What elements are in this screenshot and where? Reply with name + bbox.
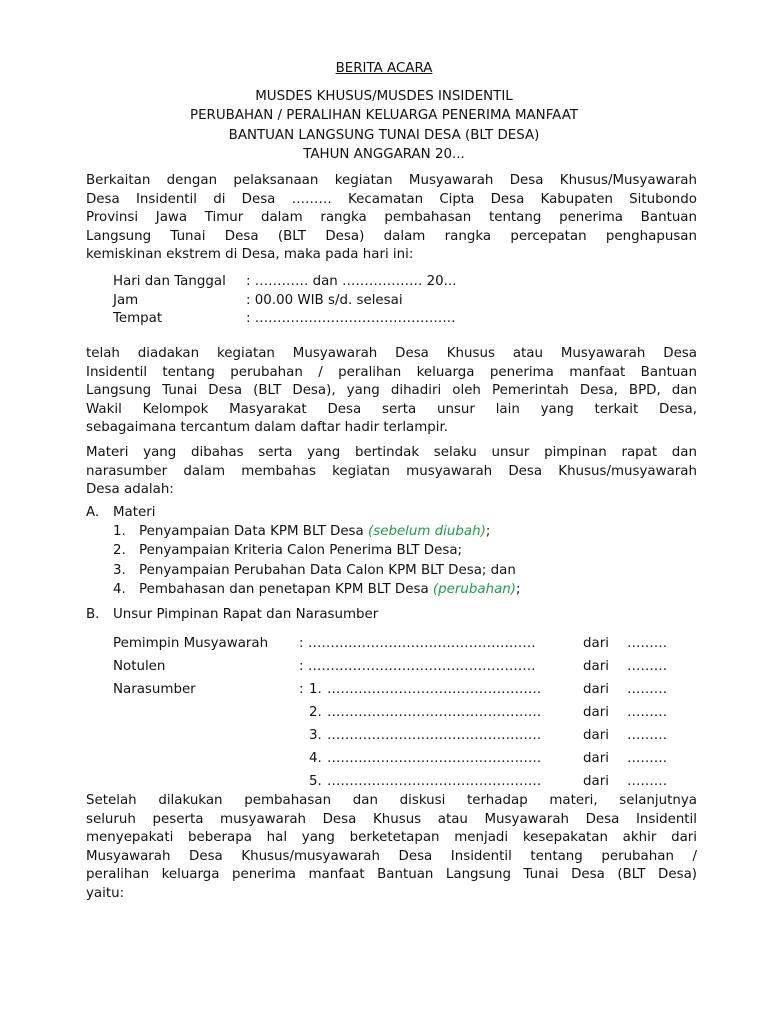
speaker-number: 1. [309,682,322,697]
materials-paragraph [86,444,697,500]
list-item-text: Penyampaian Data KPM BLT Desa [139,524,368,539]
time-label: Jam [113,292,139,308]
materials-line: Desa adalah: [86,482,174,498]
meeting-info [113,273,456,329]
place-value: : ……………………………………… [246,311,456,327]
intro-paragraph [86,172,697,265]
date-label: Hari dan Tanggal [113,274,226,289]
attendance-line: sebagaimana tercantum dalam daftar hadir terlampir. [86,420,449,436]
dari-label: dari [583,682,609,697]
attendance-line: Langsung Tunai Desa (BLT Desa), yang dihadiri oleh Pemerintah Desa, BPD, dan [86,383,697,399]
name-blank: ………………………………………… [327,751,542,766]
intro-line: Langsung Tunai Desa (BLT Desa) dalam rangka percepatan penghapusan [86,228,697,244]
section-b-letter: B. [86,607,100,622]
name-blank: …………………………………………… [308,636,536,651]
place-row [113,310,456,329]
attendance-line: Wakil Kelompok Masyarakat Desa serta unsur lain yang terkait Desa, [86,401,697,417]
role-label: Notulen [113,659,166,674]
list-item-number: 4. [113,582,126,598]
list-item-number: 1. [113,524,126,539]
list-item-text: Pembahasan dan penetapan KPM BLT Desa [139,582,433,598]
document-header [0,59,768,165]
list-item-text: Penyampaian Perubahan Data Calon KPM BLT Desa; dan [139,562,516,578]
place-label: Tempat [113,311,163,327]
dari-label: dari [583,774,609,789]
materials-list [113,522,521,600]
closing-line: Musyawarah Desa Khusus/musyawarah Desa Insidentil tentang perubahan / [86,848,697,864]
name-blank: ………………………………………… [327,682,542,697]
dari-label: dari [583,751,609,766]
materials-line: Materi yang dibahas serta yang bertindak selaku unsur pimpinan rapat dan [86,445,697,460]
speaker-number: 4. [309,751,322,766]
closing-line: yaitu: [86,885,125,901]
section-b-title: Unsur Pimpinan Rapat dan Narasumber [113,607,379,622]
section-a-title: Materi [113,505,156,520]
speaker-number: 3. [309,728,322,743]
intro-line: Desa Insidentil di Desa ……… Kecamatan Cipta Desa Kabupaten Situbondo [86,191,697,207]
intro-line: kemiskinan ekstrem di Desa, maka pada hari ini: [86,247,414,263]
closing-line: menyepakati beberapa hal yang berketetapan menjadi kesepakatan akhir dari [86,830,697,846]
intro-line: Berkaitan dengan pelaksanaan kegiatan Musyawarah Desa Khusus/Musyawarah [86,173,697,188]
intro-line: Provinsi Jawa Timur dalam rangka pembahasan tentang penerima Bantuan [86,210,697,226]
list-item-number: 2. [113,543,126,559]
closing-line: peralihan keluarga penerima manfaat Bantuan Langsung Tunai Desa (BLT Desa) [86,867,697,883]
list-item-note: (sebelum diubah) [368,524,486,539]
closing-line: Setelah dilakukan pembahasan dan diskusi terhadap materi, selanjutnya [86,793,697,808]
header-line-4: TAHUN ANGGARAN 20... [303,147,465,162]
name-blank: ………………………………………… [327,774,542,789]
header-line-3: BANTUAN LANGSUNG TUNAI DESA (BLT DESA) [228,127,540,143]
attendance-line: Insidentil tentang perubahan / peralihan keluarga penerima manfaat Bantuan [86,364,697,380]
list-item-note: (perubahan) [432,582,516,598]
speaker-number: 2. [309,705,322,720]
list-item [113,541,521,560]
origin-blank: ……… [627,751,668,766]
name-blank: ………………………………………… [327,705,542,720]
attendance-line: telah diadakan kegiatan Musyawarah Desa Khusus atau Musyawarah Desa [86,346,697,361]
time-row [113,292,456,311]
speaker-number: 5. [309,774,322,789]
name-blank: ………………………………………… [327,728,542,743]
section-a-heading [86,503,155,522]
role-label: Pemimpin Musyawarah [113,636,269,651]
dari-label: dari [583,705,609,720]
header-line-2: PERUBAHAN / PERALIHAN KELUARGA PENERIMA MANFAAT [190,108,578,123]
list-item-number: 3. [113,562,126,578]
role-label: Narasumber [113,682,196,697]
origin-blank: ……… [627,682,668,697]
materials-line: narasumber dalam membahas kegiatan musyawarah Desa Khusus/musyawarah [86,463,697,479]
origin-blank: ……… [627,636,668,651]
date-value: : ………… dan ……………… 20... [246,274,457,289]
dari-label: dari [583,636,609,651]
origin-blank: ……… [627,774,668,789]
section-b-heading [86,605,378,624]
list-item [113,580,521,599]
header-line-1: MUSDES KHUSUS/MUSDES INSIDENTIL [255,88,513,104]
date-row [113,273,456,292]
role-colon: : [299,682,304,697]
name-blank: …………………………………………… [308,659,536,674]
attendance-paragraph [86,345,697,438]
role-colon: : [299,659,304,674]
list-item [113,561,521,580]
dari-label: dari [583,659,609,674]
origin-blank: ……… [627,728,668,743]
list-item [113,522,521,541]
list-item-tail: ; [516,582,521,598]
closing-line: seluruh peserta musyawarah Desa Khusus atau Musyawarah Desa Insidentil [86,811,697,827]
role-colon: : [299,636,304,651]
origin-blank: ……… [627,705,668,720]
berita-acara-title: BERITA ACARA [335,61,433,76]
origin-blank: ……… [627,659,668,674]
closing-paragraph [86,792,697,904]
list-item-tail: ; [485,524,491,539]
list-item-text: Penyampaian Kriteria Calon Penerima BLT Desa; [139,543,463,559]
section-a-letter: A. [86,505,100,520]
time-value: : 00.00 WIB s/d. selesai [246,292,403,308]
dari-label: dari [583,728,609,743]
